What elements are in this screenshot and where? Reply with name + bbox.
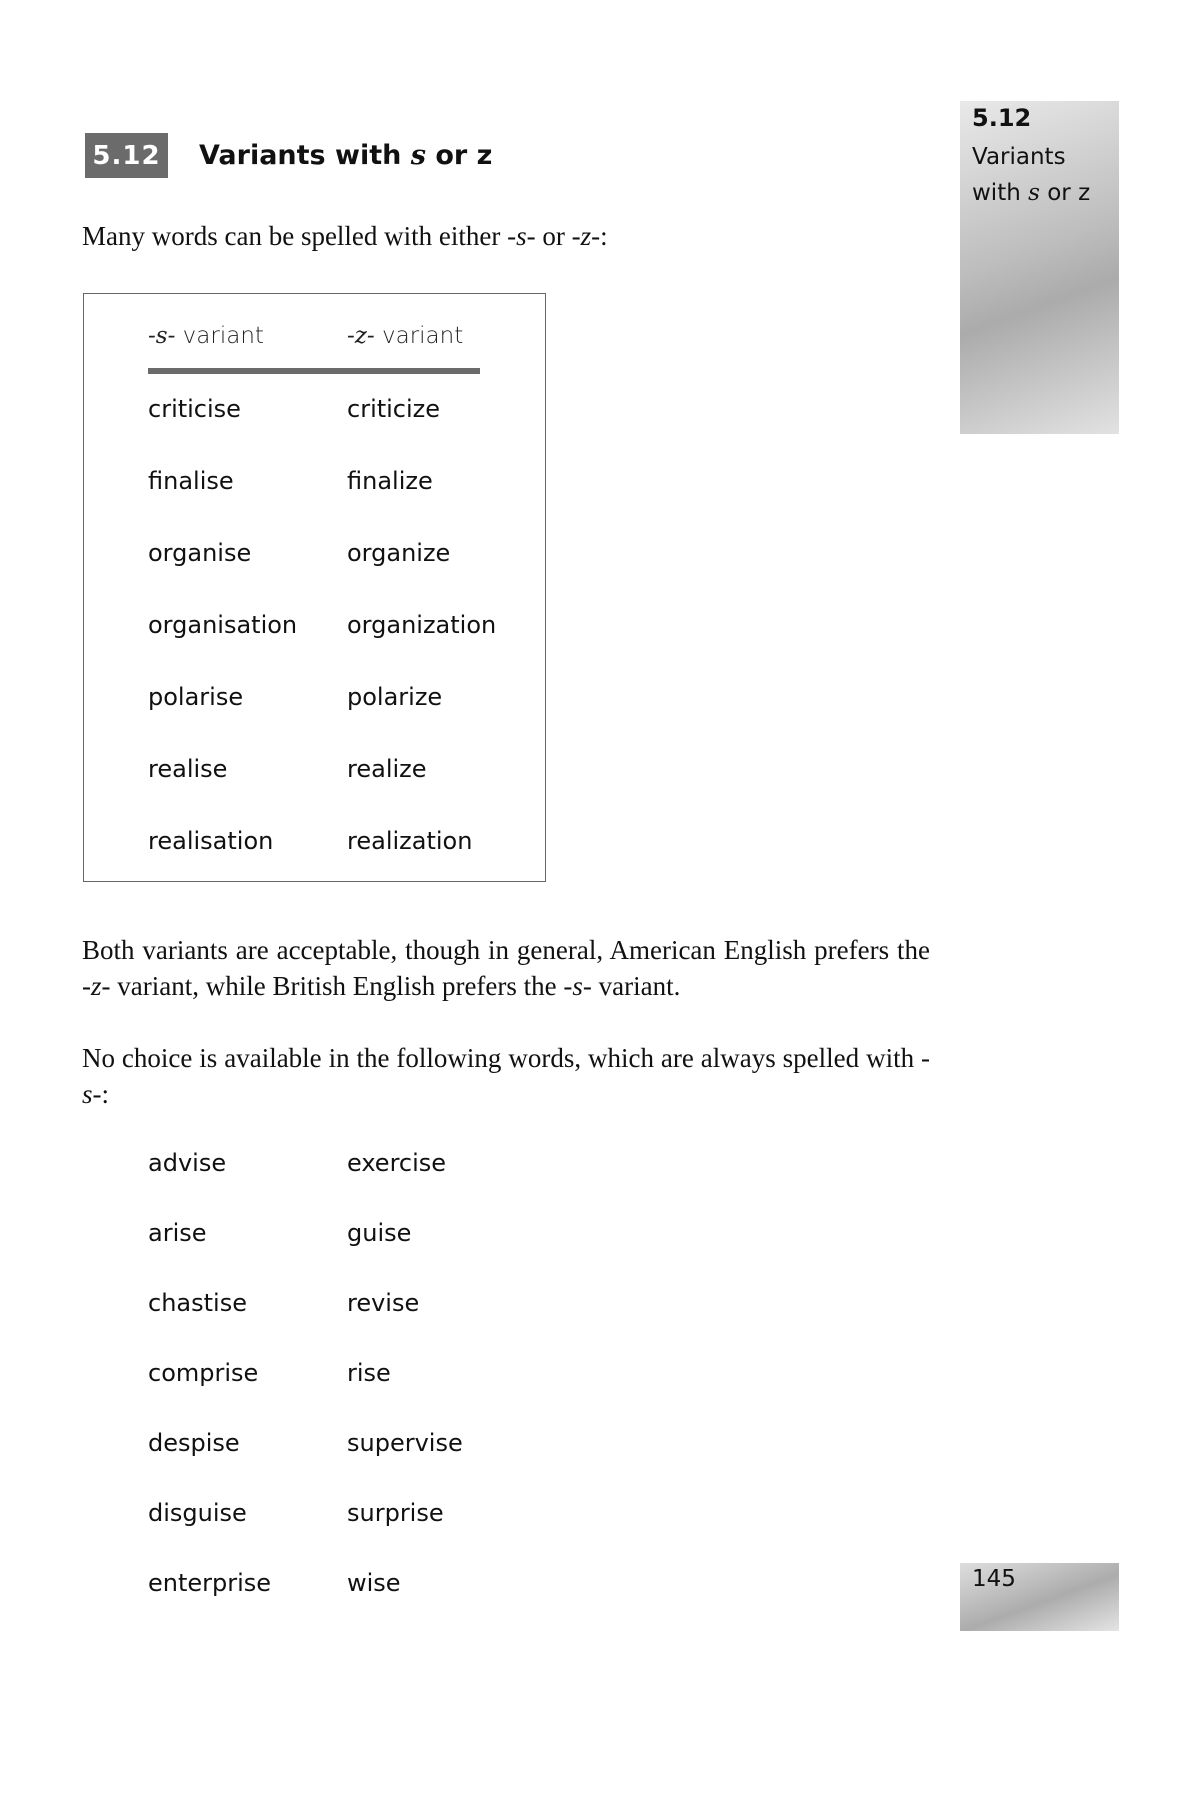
list-item: exercise [347, 1149, 447, 1177]
page-number: 145 [972, 1566, 1016, 1592]
table-cell-z: realization [347, 827, 473, 855]
list-item: supervise [347, 1429, 463, 1457]
header-z-variant: -z- variant [347, 323, 464, 349]
list-item: enterprise [148, 1569, 272, 1597]
table-cell-z: polarize [347, 683, 443, 711]
header-s-variant: -s- variant [148, 323, 264, 349]
intro-paragraph: Many words can be spelled with either -s- or -z-: [82, 221, 608, 251]
list-item: surprise [347, 1499, 444, 1527]
list-item: wise [347, 1569, 401, 1597]
variants-usage-paragraph: Both variants are acceptable, though in general, American English prefers the -z- variant, while British English prefers the -s- variant. [82, 935, 930, 1001]
table-cell-z: organize [347, 539, 451, 567]
table-cell-s: organisation [148, 611, 298, 639]
list-item: advise [148, 1149, 227, 1177]
no-choice-paragraph: No choice is available in the following words, which are always spelled with -s-: [82, 1043, 930, 1109]
section-number-badge: 5.12 [85, 133, 168, 178]
sidebar-section-number: 5.12 [972, 104, 1032, 132]
list-item: revise [347, 1289, 420, 1317]
list-item: chastise [148, 1289, 247, 1317]
table-cell-s: finalise [148, 467, 234, 495]
list-item: disguise [148, 1499, 247, 1527]
sidebar-title-line1: Variants [972, 144, 1066, 170]
table-cell-s: realise [148, 755, 228, 783]
section-title: Variants with s or z [199, 140, 493, 171]
list-item: guise [347, 1219, 412, 1247]
table-cell-z: organization [347, 611, 497, 639]
sidebar-title-line2: with s or z [972, 180, 1091, 206]
variants-table [83, 293, 546, 882]
table-cell-s: organise [148, 539, 252, 567]
table-cell-z: finalize [347, 467, 433, 495]
list-item: arise [148, 1219, 207, 1247]
table-cell-s: criticise [148, 395, 241, 423]
table-cell-s: realisation [148, 827, 274, 855]
list-item: comprise [148, 1359, 259, 1387]
list-item: rise [347, 1359, 391, 1387]
table-cell-z: criticize [347, 395, 441, 423]
table-cell-s: polarise [148, 683, 244, 711]
table-cell-z: realize [347, 755, 427, 783]
list-item: despise [148, 1429, 240, 1457]
header-rule [148, 368, 480, 374]
